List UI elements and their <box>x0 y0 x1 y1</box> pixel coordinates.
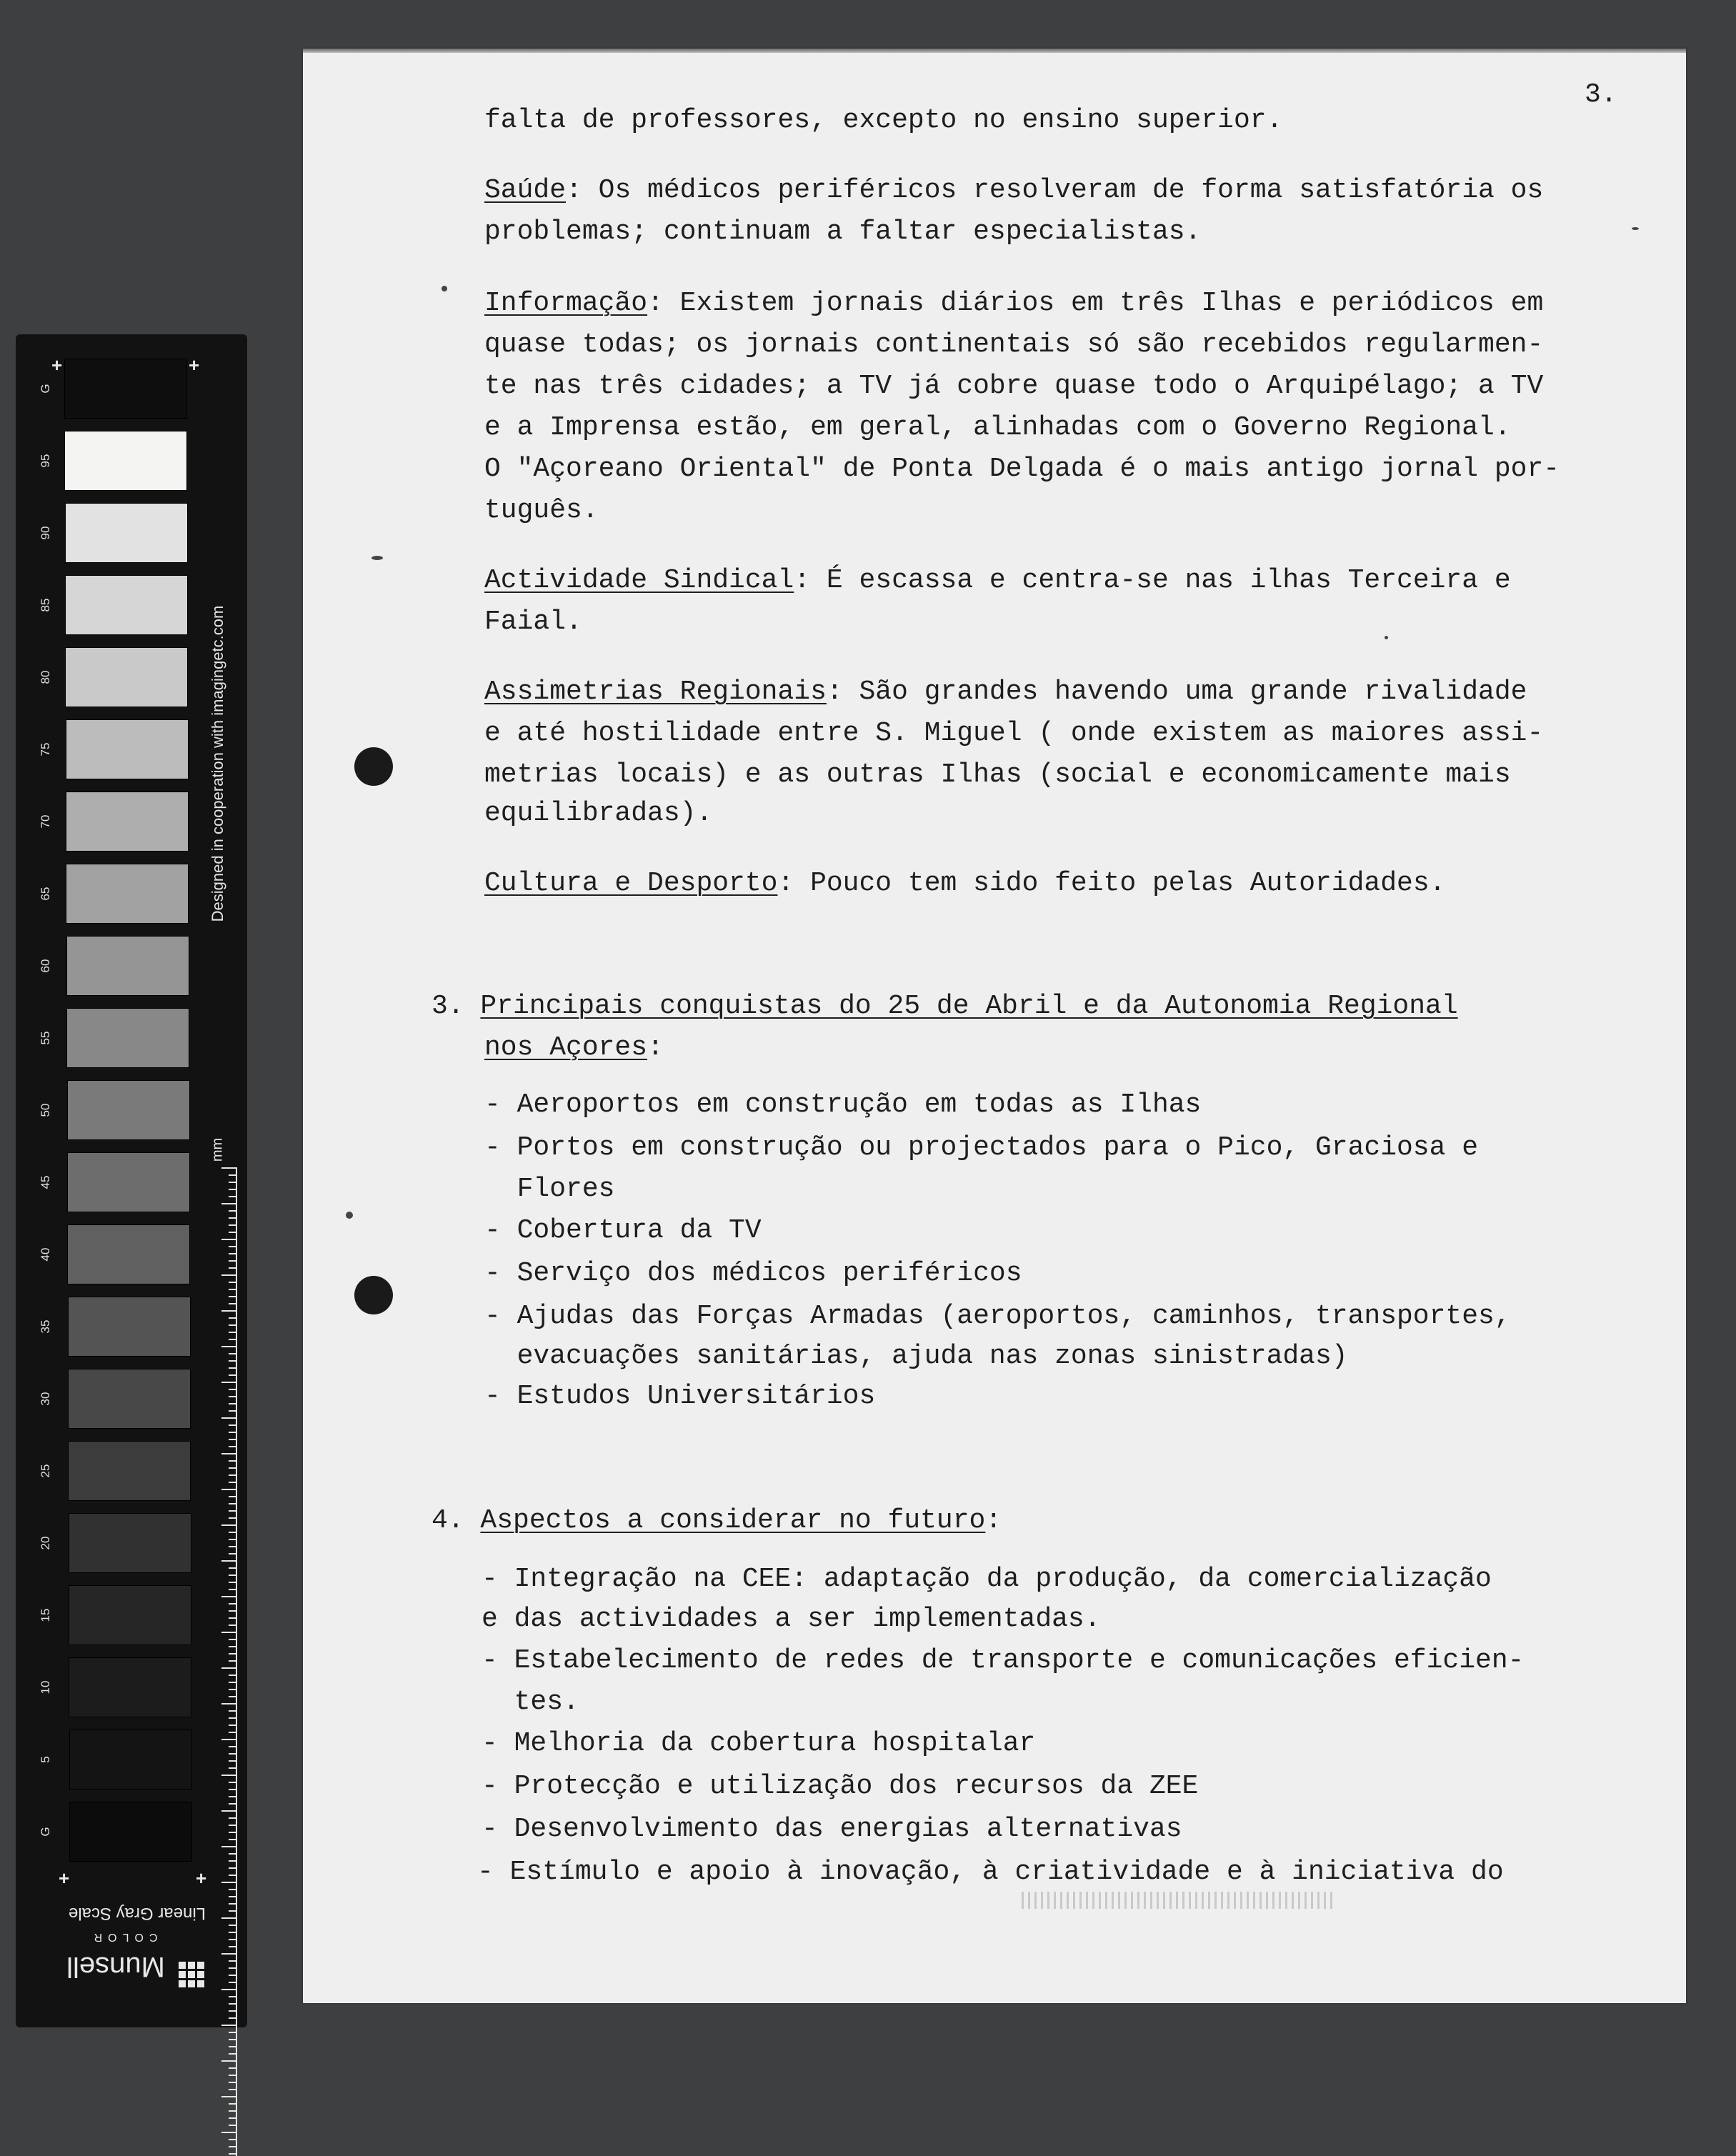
line-text: Faial. <box>484 607 582 637</box>
gray-scale-card: + + G 95 90 85 80 75 70 65 60 55 50 45 40 35 30 25 20 15 10 5 G Designed in cooperation with imagingetc.com mm + + Linear Gray Scale COLOR Munsell <box>16 334 247 2027</box>
line-text: - Estabelecimento de redes de transporte e comunicações eficien- <box>482 1645 1525 1676</box>
underlined-heading: Informação <box>484 288 648 319</box>
underlined-heading: nos Açores <box>484 1032 648 1063</box>
gray-patch <box>69 1585 191 1645</box>
gray-patch-label: 60 <box>39 959 52 973</box>
gray-patch <box>69 1730 192 1790</box>
text-line <box>484 216 1202 247</box>
text-line <box>431 1507 1002 1534</box>
registration-mark: + <box>196 1867 207 1889</box>
section-number: 4. <box>431 1505 481 1536</box>
text-line <box>484 800 712 827</box>
gray-patch <box>64 359 187 419</box>
brand-small: COLOR <box>88 1931 158 1943</box>
gray-patch-label: 40 <box>39 1247 52 1262</box>
gray-patch <box>66 864 189 924</box>
gray-patch-label: 70 <box>39 814 52 829</box>
speck <box>442 286 447 291</box>
gray-patch <box>65 503 188 563</box>
gray-patch <box>65 647 188 707</box>
gray-patch-label: 55 <box>39 1031 52 1045</box>
gray-patch <box>69 1657 191 1717</box>
mm-ruler <box>220 1167 237 2156</box>
underlined-heading: Cultura e Desporto <box>484 868 778 899</box>
line-text: metrias locais) e as outras Ilhas (social e economicamente mais <box>484 759 1511 790</box>
bottom-noise <box>1022 1892 1336 1909</box>
line-text: - Serviço dos médicos periféricos <box>484 1258 1022 1289</box>
line-text: - Integração na CEE: adaptação da produção, da comercialização <box>482 1564 1492 1594</box>
underlined-heading: Assimetrias Regionais <box>484 677 827 707</box>
line-text: - Aeroportos em construção em todas as Ilhas <box>484 1089 1202 1120</box>
line-text: e a Imprensa estão, em geral, alinhadas com o Governo Regional. <box>484 412 1511 443</box>
page-number: 3. <box>1585 79 1617 110</box>
gray-patch-label: 5 <box>39 1756 52 1763</box>
line-text: - Portos em construção ou projectados para o Pico, Graciosa e <box>484 1132 1479 1163</box>
text-line <box>484 1343 1348 1370</box>
line-text: equilibradas). <box>484 798 713 829</box>
underlined-heading: Saúde <box>484 175 567 206</box>
text-line <box>484 759 1511 790</box>
gray-patch <box>67 1080 190 1140</box>
text-line <box>484 331 1543 359</box>
text-line <box>484 373 1543 400</box>
text-line <box>484 1176 614 1203</box>
gray-patch <box>66 1008 189 1068</box>
registration-mark: + <box>189 354 200 376</box>
text-line <box>482 1689 579 1716</box>
gray-patch <box>66 936 189 996</box>
line-text: evacuações sanitárias, ajuda nas zonas sinistradas) <box>484 1341 1348 1372</box>
gray-patch-label: 95 <box>39 454 52 468</box>
speck <box>346 1212 353 1219</box>
line-text: : São grandes havendo uma grande rivalidade <box>826 677 1527 707</box>
line-text: - Cobertura da TV <box>484 1215 762 1246</box>
text-line <box>484 1034 664 1062</box>
text-line <box>484 1383 875 1410</box>
text-line <box>484 1089 1202 1120</box>
gray-patch-label: 15 <box>39 1608 52 1622</box>
text-line <box>482 1816 1182 1843</box>
line-text: e das actividades a ser implementadas. <box>482 1604 1101 1635</box>
text-line <box>484 497 599 524</box>
line-text: tes. <box>482 1687 579 1717</box>
gray-patch-label: 90 <box>39 526 52 540</box>
line-text: e até hostilidade entre S. Miguel ( onde existem as maiores assi- <box>484 718 1544 749</box>
text-line <box>484 414 1511 441</box>
line-text: tuguês. <box>484 495 599 526</box>
line-text: : <box>985 1505 1002 1536</box>
line-text: - Estudos Universitários <box>484 1381 876 1412</box>
gray-patch <box>69 1802 192 1862</box>
line-text: te nas três cidades; a TV já cobre quase todo o Arquipélago; a TV <box>484 371 1544 401</box>
gray-patch-label: 35 <box>39 1319 52 1334</box>
text-line <box>482 1647 1524 1675</box>
line-text: : Existem jornais diários em três Ilhas e periódicos em <box>647 288 1544 319</box>
gray-patch <box>66 792 189 852</box>
text-line <box>484 870 1445 897</box>
line-text: - Estímulo e apoio à inovação, à criatividade e à iniciativa do <box>477 1857 1504 1887</box>
text-line <box>484 177 1543 204</box>
line-text: problemas; continuam a faltar especialistas. <box>484 216 1202 247</box>
gray-patch-label: G <box>39 384 52 394</box>
punch-hole <box>354 747 393 786</box>
gray-patch <box>66 719 189 779</box>
line-text: : Os médicos periféricos resolveram de forma satisfatória os <box>566 175 1544 206</box>
text-line <box>484 1134 1478 1162</box>
gray-patch <box>65 575 188 635</box>
line-text: : É escassa e centra-se nas ilhas Terceira e <box>794 565 1511 596</box>
gray-patch <box>68 1297 191 1357</box>
gray-patch-label: 75 <box>39 742 52 757</box>
scale-title: Linear Gray Scale <box>68 1904 206 1923</box>
underlined-heading: Principais conquistas do 25 de Abril e da Autonomia Regional <box>480 991 1458 1022</box>
gray-patch <box>68 1441 191 1501</box>
gray-patch-label: 85 <box>39 598 52 612</box>
gray-patch-label: 80 <box>39 670 52 684</box>
line-text: : <box>647 1032 664 1063</box>
gray-patch-label: 25 <box>39 1464 52 1478</box>
text-line <box>484 1260 1022 1287</box>
text-line <box>484 679 1527 706</box>
text-line <box>484 1217 762 1244</box>
registration-mark: + <box>51 354 63 376</box>
punch-hole <box>354 1276 393 1314</box>
section-number: 3. <box>431 991 481 1022</box>
text-line <box>484 107 1282 134</box>
gray-patch <box>69 1513 191 1573</box>
gray-patch-label: 30 <box>39 1392 52 1406</box>
gray-patch-label: G <box>39 1827 52 1837</box>
gray-patch <box>68 1369 191 1429</box>
underlined-heading: Aspectos a considerar no futuro <box>480 1505 986 1536</box>
page-top-edge <box>303 49 1686 53</box>
gray-patch-label: 20 <box>39 1536 52 1550</box>
speck <box>1385 636 1388 639</box>
line-text: - Desenvolvimento das energias alternativas <box>482 1814 1182 1845</box>
text-line <box>484 290 1543 317</box>
line-text: - Melhoria da cobertura hospitalar <box>482 1728 1036 1759</box>
gray-patch-label: 50 <box>39 1103 52 1117</box>
text-line <box>477 1859 1504 1886</box>
line-text: quase todas; os jornais continentais só são recebidos regularmen- <box>484 329 1544 360</box>
text-line <box>482 1730 1035 1757</box>
gray-patch-label: 10 <box>39 1680 52 1695</box>
line-text: : Pouco tem sido feito pelas Autoridades. <box>777 868 1446 899</box>
gray-patch-label: 45 <box>39 1175 52 1189</box>
gray-patch-label: 65 <box>39 887 52 901</box>
line-text: - Ajudas das Forças Armadas (aeroportos, caminhos, transportes, <box>484 1301 1511 1332</box>
text-line <box>482 1773 1198 1800</box>
line-text: Flores <box>484 1174 615 1204</box>
underlined-heading: Actividade Sindical <box>484 565 794 596</box>
gray-patch <box>67 1152 190 1212</box>
text-line <box>484 456 1560 483</box>
line-text: - Protecção e utilização dos recursos da ZEE <box>482 1771 1199 1802</box>
text-line <box>484 609 582 636</box>
text-line <box>484 567 1511 594</box>
speck <box>371 556 383 560</box>
brand-name: Munsell <box>66 1951 165 1982</box>
text-line <box>482 1606 1101 1633</box>
line-text: falta de professores, excepto no ensino superior. <box>484 105 1283 136</box>
text-line <box>431 993 1458 1020</box>
munsell-logo-icon <box>179 1962 204 1987</box>
speck <box>1632 227 1639 230</box>
text-line <box>484 720 1543 747</box>
gray-patch <box>64 431 187 491</box>
text-line <box>484 1303 1511 1330</box>
line-text: O "Açoreano Oriental" de Ponta Delgada é o mais antigo jornal por- <box>484 454 1560 484</box>
registration-mark: + <box>59 1867 70 1889</box>
gray-patch <box>67 1224 190 1284</box>
text-line <box>482 1566 1492 1593</box>
